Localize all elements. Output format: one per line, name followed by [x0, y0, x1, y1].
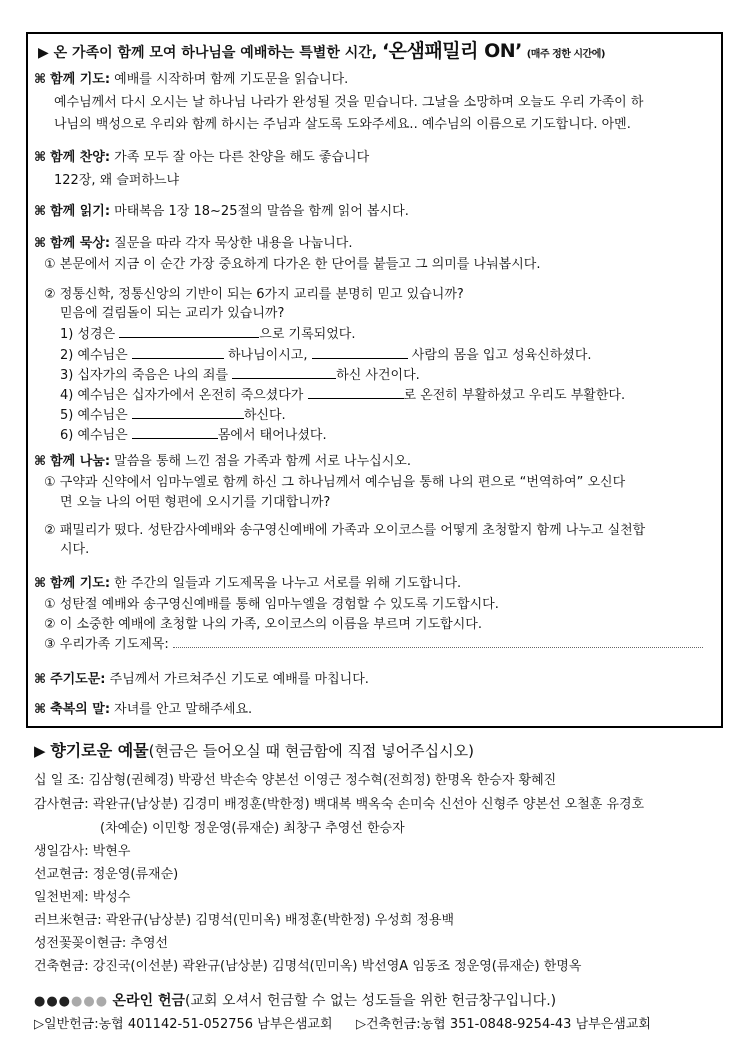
- offering-thousand: 일천번제: 박성수: [34, 890, 131, 905]
- meditation-question-2-sub: 믿음에 걸림돌이 되는 교리가 있습니까?: [60, 306, 285, 321]
- worship-guide-box: [26, 32, 723, 728]
- section-blessing: [34, 700, 713, 720]
- section-lords-prayer: [34, 670, 713, 690]
- section-heading: 함께 찬양:: [50, 150, 111, 165]
- section-text: 질문을 따라 각자 묵상한 내용을 나눕니다.: [114, 236, 353, 251]
- section-text: 주님께서 가르쳐주신 기도로 예배를 마칩니다.: [109, 672, 369, 687]
- answer-blank[interactable]: [132, 426, 218, 439]
- account-building: ▷건축헌금:농협 351-0848-9254-43 남부은샘교회: [356, 1017, 651, 1032]
- answer-blank[interactable]: [308, 386, 404, 399]
- section-mark-icon: ⌘: [34, 576, 47, 591]
- section-prayer-opening: [34, 70, 713, 132]
- section-heading: 주기도문:: [50, 672, 106, 687]
- offering-building: 건축현금: 강진국(이선분) 곽완규(남상분) 김명석(민미옥) 박선영A 임동조 정운영(류재순) 한명옥: [34, 959, 582, 974]
- offering-heading: 향기로운 예물: [50, 741, 149, 760]
- offering-note: (현금은 들어오실 때 현금함에 직접 넣어주십시오): [148, 742, 474, 760]
- prayer-item-3: ③ 우리가족 기도제목:: [44, 636, 703, 654]
- section-text: 가족 모두 잘 아는 다른 찬양을 해도 좋습니다: [114, 150, 370, 165]
- section-text: 한 주간의 일들과 기도제목을 나누고 서로를 위해 기도합니다.: [114, 576, 462, 591]
- doctrine-item-6: 6) 예수님은 몸에서 태어나셨다.: [60, 428, 327, 443]
- offering-birthday: 생일감사: 박현우: [34, 844, 131, 859]
- online-note: (교회 오셔서 헌금할 수 없는 성도들을 위한 헌금창구입니다.): [185, 993, 557, 1009]
- guide-title-suffix: (매주 정한 시간에): [526, 49, 605, 60]
- section-mark-icon: ⌘: [34, 454, 47, 469]
- section-mark-icon: ⌘: [34, 150, 47, 165]
- dots-icon: ●●●●●●: [34, 994, 109, 1009]
- sharing-question-1: ① 구약과 신약에서 임마누엘로 함께 하신 그 하나님께서 예수님을 통해 나의 편으로 “번역하여” 오신다: [44, 475, 626, 490]
- prayer-text-line-2: 나님의 백성으로 우리와 함께 하시는 주님과 살도록 도와주세요.. 예수님의 이름으로 기도합니다. 아멘.: [54, 117, 631, 132]
- answer-blank[interactable]: [232, 366, 336, 379]
- doctrine-item-1: 1) 성경은 으로 기록되었다.: [60, 327, 356, 342]
- section-text: 말씀을 통해 느낀 점을 가족과 함께 서로 나누십시오.: [114, 454, 411, 469]
- section-heading: 함께 기도:: [50, 576, 111, 591]
- section-praise: [34, 148, 713, 188]
- sharing-question-1-cont: 면 오늘 나의 어떤 형편에 오시기를 기대합니까?: [60, 495, 331, 510]
- section-meditation: [34, 234, 713, 443]
- answer-blank[interactable]: [132, 346, 224, 359]
- doctrine-item-2: 2) 예수님은 하나님이시고, 사람의 몸을 입고 성육신하셨다.: [60, 348, 592, 363]
- section-heading: 축복의 말:: [50, 702, 111, 717]
- section-mark-icon: ⌘: [34, 672, 47, 687]
- sharing-question-2-cont: 시다.: [60, 542, 90, 557]
- sharing-question-2: ② 패밀리가 떴다. 성탄감사예배와 송구영신예배에 가족과 오이코스를 어떻게 초청할지 함께 나누고 실천합: [44, 523, 646, 538]
- account-general: ▷일반헌금:농협 401142-51-052756 남부은샘교회: [34, 1017, 333, 1032]
- section-heading: 함께 묵상:: [50, 236, 111, 251]
- section-mark-icon: ⌘: [34, 204, 47, 219]
- family-prayer-field[interactable]: [173, 636, 703, 648]
- section-text: 예배를 시작하며 함께 기도문을 읽습니다.: [114, 72, 349, 87]
- section-mark-icon: ⌘: [34, 236, 47, 251]
- section-heading: 함께 기도:: [50, 72, 111, 87]
- offering-flowers: 성전꽃꽂이현금: 추영선: [34, 936, 169, 951]
- offering-love-rice: 러브米현금: 곽완규(남상분) 김명석(민미옥) 배정훈(박한정) 우성희 정용백: [34, 913, 455, 928]
- triangle-icon: ▶: [34, 742, 46, 760]
- online-offering-title: [34, 992, 556, 1011]
- guide-title-prefix: ▶ 온 가족이 함께 모여 하나님을 예배하는 특별한 시간,: [38, 45, 382, 61]
- meditation-question-1: ① 본문에서 지금 이 순간 가장 중요하게 다가온 한 단어를 붙들고 그 의미를 나눠봅시다.: [44, 257, 541, 272]
- section-mark-icon: ⌘: [34, 702, 47, 717]
- offering-thanks: 감사현금: 곽완규(남상분) 김경미 배정훈(박한정) 백대복 백옥숙 손미숙 신선아 신형주 양본선 오철훈 유경호: [34, 797, 645, 812]
- section-prayer-weekly: [34, 574, 713, 652]
- guide-title: [38, 36, 715, 66]
- prayer-item-1: ① 성탄절 예배와 송구영신예배를 통해 임마누엘을 경험할 수 있도록 기도합시다.: [44, 597, 499, 612]
- offering-tithe: 십 일 조: 김삼형(권혜경) 박광선 박손숙 양본선 이영근 정수혁(전희정) 한명옥 한승자 황혜진: [34, 773, 557, 788]
- section-heading: 함께 나눔:: [50, 454, 111, 469]
- doctrine-item-5: 5) 예수님은 하신다.: [60, 408, 286, 423]
- section-sharing: [34, 452, 713, 557]
- answer-blank[interactable]: [312, 346, 408, 359]
- section-heading: 함께 읽기:: [50, 204, 111, 219]
- prayer-text-line-1: 예수님께서 다시 오시는 날 하나님 나라가 완성될 것을 믿습니다. 그날을 소망하며 오늘도 우리 가족이 하: [54, 95, 644, 110]
- meditation-question-2: ② 정통신학, 정통신앙의 기반이 되는 6가지 교리를 분명히 믿고 있습니까?: [44, 287, 464, 302]
- prayer-item-2: ② 이 소중한 예배에 초청할 나의 가족, 오이코스의 이름을 부르며 기도합시다.: [44, 617, 482, 632]
- answer-blank[interactable]: [132, 406, 244, 419]
- section-text: 자녀를 안고 말해주세요.: [114, 702, 253, 717]
- offering-title: [34, 738, 474, 761]
- section-text: 마태복음 1장 18~25절의 말씀을 함께 읽어 봅시다.: [114, 204, 409, 219]
- section-mark-icon: ⌘: [34, 72, 47, 87]
- offering-mission: 선교현금: 정운영(류재순): [34, 867, 179, 882]
- online-heading: 온라인 헌금: [112, 993, 186, 1009]
- answer-blank[interactable]: [119, 325, 259, 338]
- doctrine-item-4: 4) 예수님은 십자가에서 온전히 죽으셨다가 로 온전히 부활하셨고 우리도 부활한다.: [60, 388, 626, 403]
- offering-thanks-cont: (차예순) 이민항 정운영(류재순) 최창구 추영선 한승자: [100, 821, 405, 836]
- section-reading: [34, 202, 713, 222]
- doctrine-item-3: 3) 십자가의 죽음은 나의 죄를 하신 사건이다.: [60, 368, 420, 383]
- hymn-number: 122장, 왜 슬퍼하느냐: [54, 173, 180, 188]
- guide-title-name: ‘온샘패밀리 ON’: [381, 40, 522, 62]
